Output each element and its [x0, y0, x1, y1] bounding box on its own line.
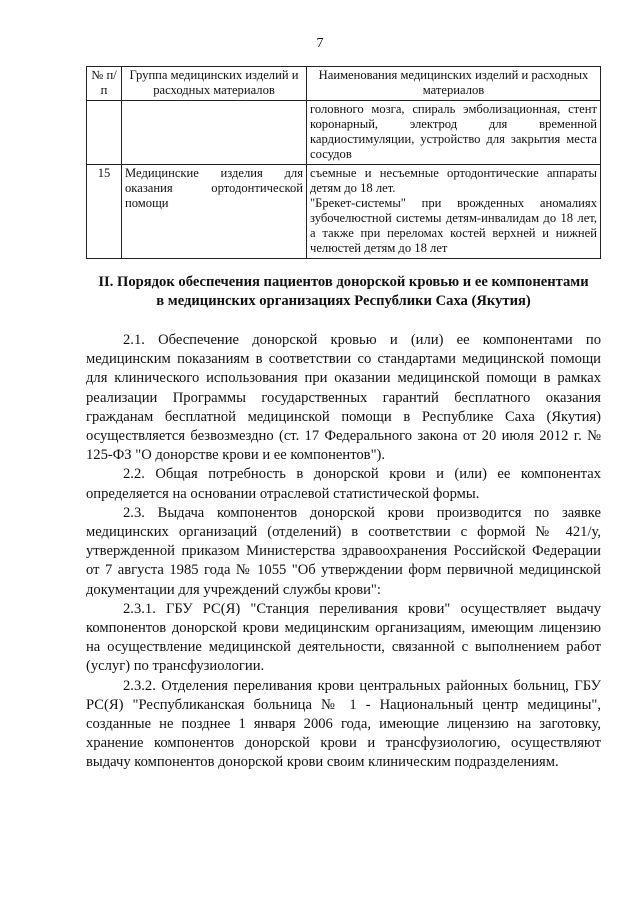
paragraph: 2.3.2. Отделения переливания крови центральных районных больниц, ГБУ РС(Я) "Республиканская больница № 1 - Национальный центр медицины", созданные не позднее 1 января 2006 года, имеющие лицензию на заготовку, хранение компонентов донорской крови и трансфузиологию, осуществляют выдачу компонентов донорской крови своим клиническим подразделениям. — [86, 677, 601, 771]
row-num — [87, 101, 122, 165]
paragraph: 2.3. Выдача компонентов донорской крови производится по заявке медицинских организаций (отделений) в соответствии с формой № 421/у, утвержденной приказом Министерства здравоохранения Российской Федерации от 7 августа 1985 года № 1055 "Об утверждении форм первичной медицинской документации для учреждений службы крови": — [86, 504, 601, 598]
medical-items-table — [86, 66, 601, 259]
body-text — [86, 331, 601, 773]
paragraph: 2.2. Общая потребность в донорской крови и (или) ее компонентах определяется на основании отраслевой статистической формы. — [86, 466, 601, 502]
row-group — [122, 101, 307, 165]
page-number: 7 — [316, 36, 324, 51]
row-names-line: "Брекет-системы" при врожденных аномалиях зубочелюстной системы детям-инвалидам до 18 лет, а также при переломах костей верхней и нижней челюстей детям до 18 лет — [310, 196, 597, 255]
section-title-line: в медицинских организациях Республики Саха (Якутия) — [156, 293, 531, 309]
section-title-line: II. Порядок обеспечения пациентов донорской кровью и ее компонентами — [98, 274, 589, 290]
header-num: № п/п — [87, 67, 122, 101]
paragraph: 2.1. Обеспечение донорской кровью и (или) ее компонентами по медицинским показаниям в соответствии со стандартами медицинской помощи для клинического использования при оказании медицинской помощи в рамках реализации Программы государственных гарантий бесплатного оказания гражданам бесплатной медицинской помощи в Республике Саха (Якутия) осуществляется безвозмездно (ст. 17 Федерального закона от 20 июля 2012 г. № 125-ФЗ "О донорстве крови и ее компонентов"). — [86, 332, 601, 464]
row-num: 15 — [87, 165, 122, 259]
section-title — [86, 273, 601, 311]
row-names-line: съемные и несъемные ортодонтические аппараты детям до 18 лет. — [310, 166, 597, 195]
header-group: Группа медицинских изделий и расходных материалов — [122, 67, 307, 101]
table-row — [87, 165, 601, 259]
table-row — [87, 101, 601, 165]
row-group: Медицинские изделия для оказания ортодонтической помощи — [122, 165, 307, 259]
row-names: головного мозга, спираль эмболизационная, стент коронарный, электрод для временной кардиостимуляции, устройство для закрытия места сосудов — [307, 101, 601, 165]
row-names — [307, 165, 601, 259]
table-header-row — [87, 67, 601, 101]
header-names: Наименования медицинских изделий и расходных материалов — [307, 67, 601, 101]
paragraph: 2.3.1. ГБУ РС(Я) "Станция переливания крови" осуществляет выдачу компонентов донорской крови медицинским организациям, имеющим лицензию на осуществление медицинской деятельности, связанной с выполнением работ (услуг) по трансфузиологии. — [86, 600, 601, 675]
